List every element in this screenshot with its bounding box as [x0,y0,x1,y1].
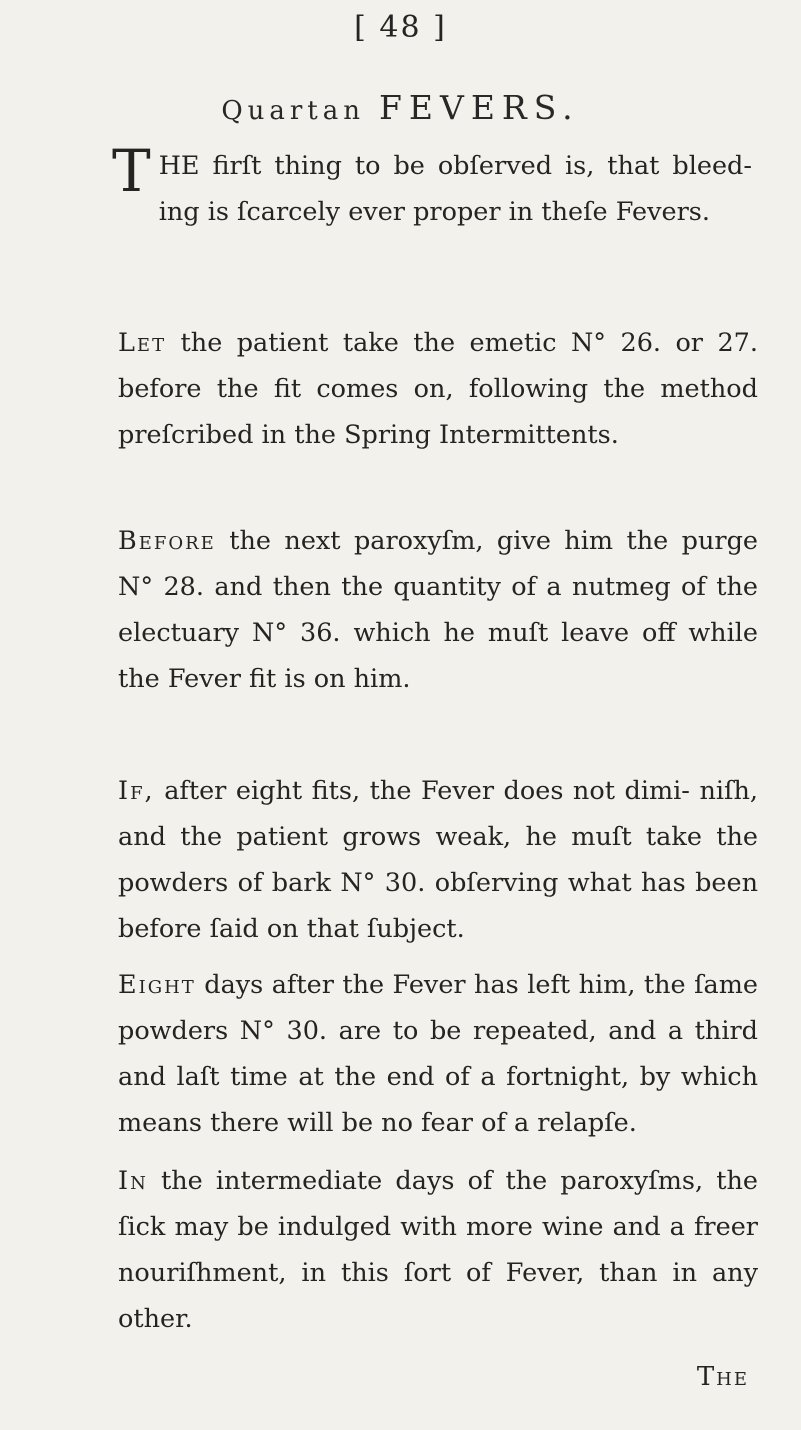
paragraph-6 [118,1158,758,1342]
drop-cap: T [112,137,151,205]
paragraph-6-lead: In [118,1166,148,1196]
paragraph-4-text: after eight fits, the Fever does not dimi- niſh, and the patient grows weak, he muſt take the powders of bark N° 30. obſerving what has been before ſaid on that ſubject. [118,776,758,944]
paragraph-1 [112,137,752,235]
page-number: [ 48 ] [354,10,447,45]
paragraph-5-lead: Eight [118,970,196,1000]
paragraph-2-text: the patient take the emetic N° 26. or 27. before the fit comes on, following the method preſcribed in the Spring Intermittents. [118,328,758,450]
section-heading [0,88,801,127]
paragraph-3-text: the next paroxyſm, give him the purge N° 28. and then the quantity of a nutmeg of the electuary N° 36. which he muſt leave off while the Fever fit is on him. [118,526,758,694]
heading-word-fevers: FEVERS. [379,88,580,127]
paragraph-6-text: the intermediate days of the paroxyſms, the ſick may be indulged with more wine and a freer nouriſhment, in this ſort of Fever, than in any other. [118,1166,758,1334]
heading-word-quartan: Quartan [221,96,365,126]
catchword: The [696,1362,749,1392]
paragraph-3-lead: Before [118,526,216,556]
paragraph-2-lead: Let [118,328,167,358]
paragraph-4-lead: If, [118,776,155,806]
paragraph-1-lead: HE [158,151,200,181]
paragraph-5-text: days after the Fever has left him, the ſame powders N° 30. are to be repeated, and a third and laſt time at the end of a fortnight, by which means there will be no fear of a relapſe. [118,970,758,1138]
paragraph-1-text: firſt thing to be obſerved is, that bleed- ing is ſcarcely ever proper in theſe Fevers. [158,151,752,227]
paragraph-2 [118,320,758,458]
paragraph-4 [118,768,758,952]
paragraph-5 [118,962,758,1146]
paragraph-3 [118,518,758,702]
